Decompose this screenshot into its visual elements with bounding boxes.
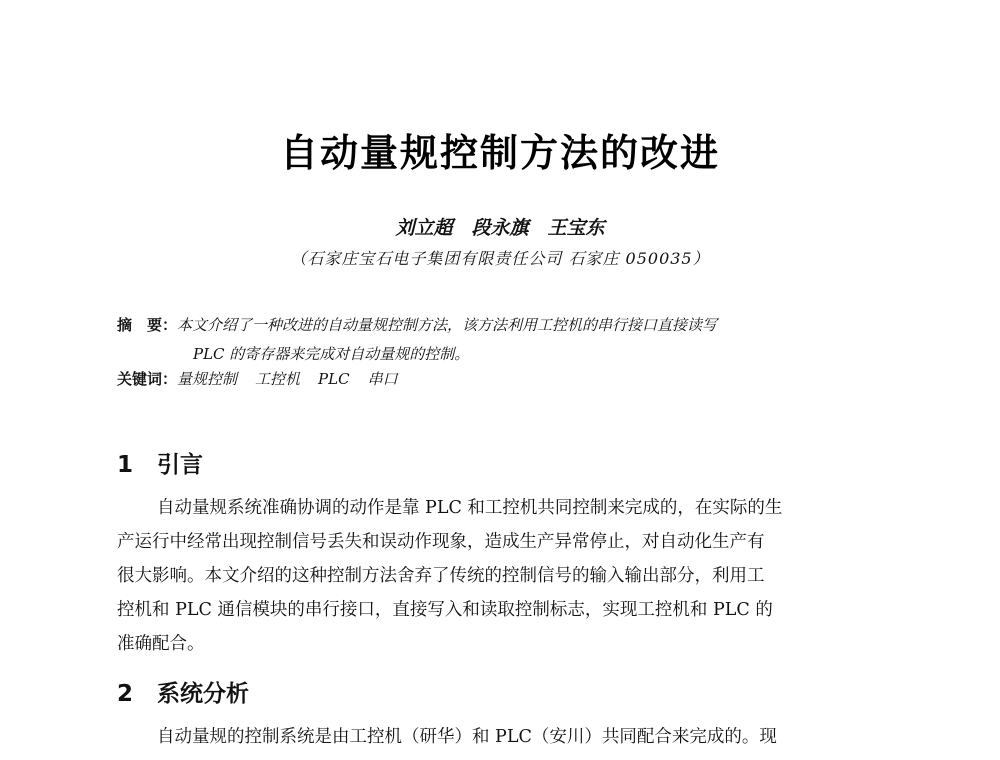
- abstract-text-2: PLC 的寄存器来完成对自动量规的控制。: [193, 345, 470, 363]
- keywords: [117, 368, 897, 389]
- paragraph-line: 产运行中经常出现控制信号丢失和误动作现象，造成生产异常停止，对自动化生产有: [117, 532, 765, 552]
- section-heading-system-analysis: [117, 675, 249, 708]
- abstract-label: 摘 要：: [117, 316, 178, 334]
- keyword: 串口: [367, 370, 398, 388]
- abstract: [117, 311, 897, 369]
- paragraph-line: 准确配合。: [117, 634, 205, 654]
- section-number: 1: [117, 452, 134, 478]
- section-number: 2: [117, 681, 134, 707]
- keyword: PLC: [318, 370, 350, 388]
- section-body-system-analysis: [117, 720, 889, 754]
- abstract-line-1: [117, 311, 897, 340]
- author-affiliation: （石家庄宝石电子集团有限责任公司 石家庄 050035）: [290, 249, 710, 268]
- keywords-label: 关键词：: [117, 370, 178, 388]
- paragraph-line: 自动量规的控制系统是由工控机（研华）和 PLC（安川）共同配合来完成的。现: [157, 727, 777, 747]
- author-list: 刘立超 段永旗 王宝东: [395, 217, 605, 239]
- section-heading-introduction: [117, 446, 203, 479]
- section-body-introduction: [117, 491, 889, 661]
- section-title: 系统分析: [157, 681, 249, 707]
- section-title: 引言: [157, 452, 203, 478]
- paragraph-line: 控机和 PLC 通信模块的串行接口，直接写入和读取控制标志，实现工控机和 PLC 的: [117, 600, 773, 620]
- keyword: 工控机: [255, 370, 301, 388]
- paragraph-line: 很大影响。本文介绍的这种控制方法舍弃了传统的控制信号的输入输出部分，利用工: [117, 566, 765, 586]
- paragraph-line: 自动量规系统准确协调的动作是靠 PLC 和工控机共同控制来完成的，在实际的生: [157, 498, 783, 518]
- abstract-text-1: 本文介绍了一种改进的自动量规控制方法，该方法利用工控机的串行接口直接读写: [177, 316, 718, 334]
- paper-title: 自动量规控制方法的改进: [279, 131, 720, 175]
- keyword: 量规控制: [177, 370, 238, 388]
